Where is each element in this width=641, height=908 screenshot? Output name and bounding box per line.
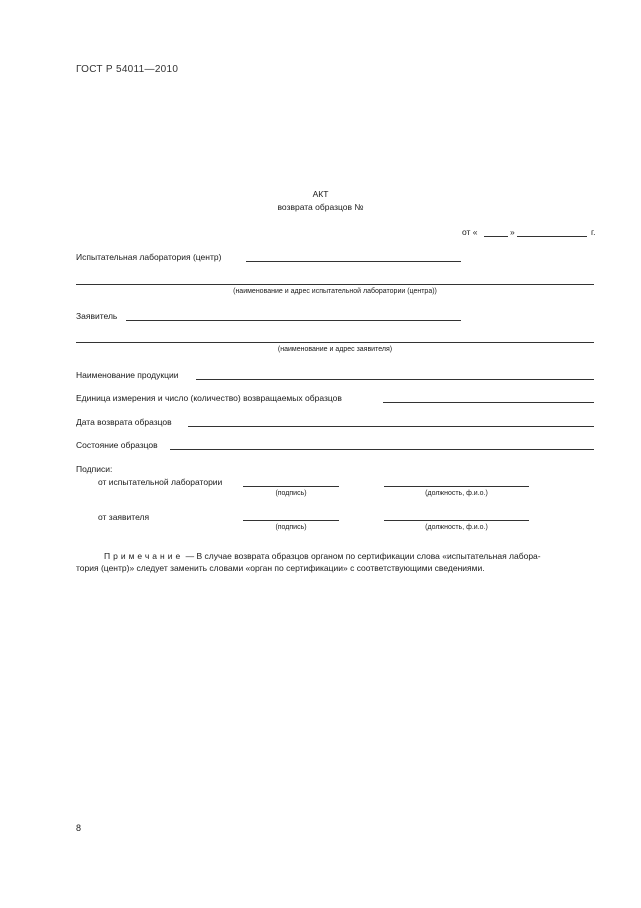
state-label: Состояние образцов	[76, 440, 158, 450]
lab-caption: (наименование и адрес испытательной лаборатории (центра))	[233, 288, 437, 295]
page-number: 8	[76, 823, 82, 833]
lab-address-field[interactable]	[76, 284, 594, 285]
applicant-position-caption: (должность, ф.и.о.)	[425, 524, 488, 531]
lab-label: Испытательная лаборатория (центр)	[76, 252, 222, 262]
return-date-field[interactable]	[188, 426, 594, 427]
applicant-label: Заявитель	[76, 311, 118, 321]
note-label: Примечание	[104, 551, 184, 561]
date-prefix: от «	[462, 227, 478, 237]
applicant-position-field[interactable]	[384, 520, 529, 521]
state-field[interactable]	[170, 449, 594, 450]
product-label: Наименование продукции	[76, 370, 179, 380]
date-month-year-field[interactable]	[517, 236, 587, 237]
unit-label: Единица измерения и число (количество) возвращаемых образцов	[76, 393, 342, 403]
lab-field[interactable]	[246, 261, 461, 262]
date-day-field[interactable]	[484, 236, 508, 237]
from-lab-label: от испытательной лаборатории	[98, 477, 223, 487]
applicant-signature-field[interactable]	[243, 520, 339, 521]
lab-signature-field[interactable]	[243, 486, 339, 487]
note-line-1	[104, 551, 541, 561]
applicant-signature-caption: (подпись)	[275, 524, 307, 531]
applicant-caption: (наименование и адрес заявителя)	[277, 346, 393, 353]
unit-field[interactable]	[383, 402, 594, 403]
lab-position-field[interactable]	[384, 486, 529, 487]
lab-position-caption: (должность, ф.и.о.)	[425, 490, 488, 497]
act-title: АКТ	[312, 189, 329, 199]
applicant-address-field[interactable]	[76, 342, 594, 343]
act-subtitle: возврата образцов №	[277, 202, 364, 212]
signatures-heading: Подписи:	[76, 464, 113, 474]
applicant-field[interactable]	[126, 320, 461, 321]
note-text-2: тория (центр)» следует заменить словами «орган по сертификации» с соответствующими сведениями.	[76, 563, 485, 573]
date-suffix: г.	[591, 227, 596, 237]
from-applicant-label: от заявителя	[98, 512, 150, 522]
document-header: ГОСТ Р 54011—2010	[76, 64, 179, 75]
product-field[interactable]	[196, 379, 594, 380]
lab-signature-caption: (подпись)	[275, 490, 307, 497]
note-text-1: В случае возврата образцов органом по сертификации слова «испытательная лабора-	[196, 551, 541, 561]
return-date-label: Дата возврата образцов	[76, 417, 172, 427]
date-mid: »	[510, 227, 515, 237]
note-dash: —	[185, 551, 195, 561]
